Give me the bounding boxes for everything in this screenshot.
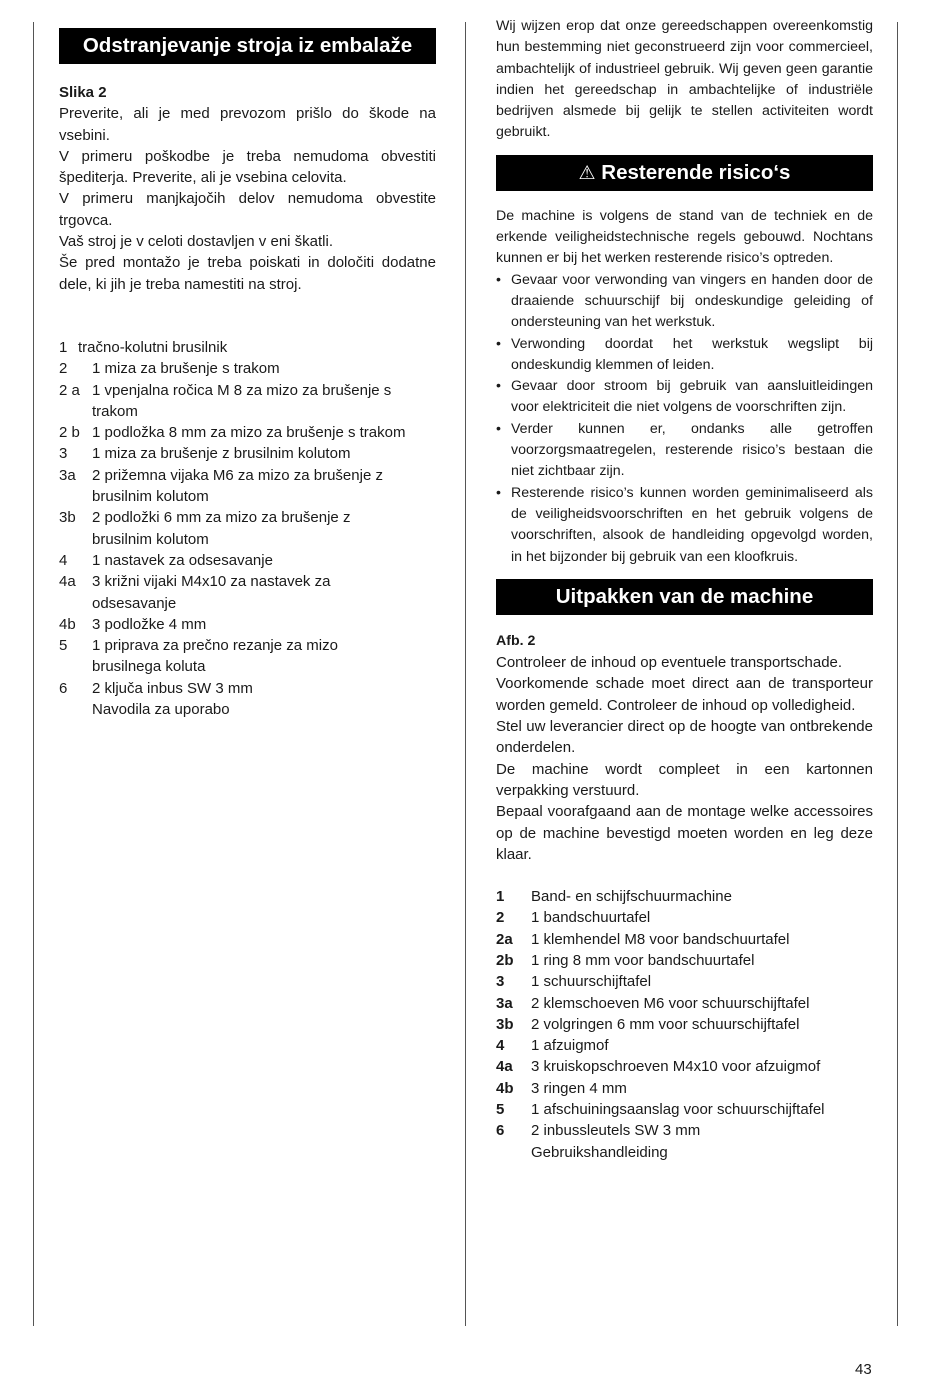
bullet-icon: • bbox=[496, 378, 501, 395]
risk-intro: De machine is volgens de stand van de techniek en de erkende veiligheidstechnische regels gebouwd. Nochtans kunnen er bij het werken resterende risico’s optreden. bbox=[496, 207, 873, 267]
paragraph: V primeru manjkajočih delov nemudoma obvestite trgovca. bbox=[59, 190, 436, 229]
paragraph: De machine wordt compleet in een kartonnen verpakking verstuurd. bbox=[496, 760, 873, 799]
list-item: 3 1 schuurschijftafel bbox=[496, 973, 652, 991]
list-item: 3b 2 volgringen 6 mm voor schuurschijftafel bbox=[496, 1015, 800, 1033]
warning-triangle-icon: ⚠ bbox=[578, 162, 596, 184]
list-item: 3b 2 podložki 6 mm za mizo za brušenje z brusilnim kolutom bbox=[59, 509, 351, 548]
list-item: • Gevaar door stroom bij gebruik van aansluitleidingen voor elektriciteit die niet volgens de voorschriften zijn. bbox=[496, 376, 873, 419]
center-column-rule bbox=[465, 22, 466, 1326]
figure-label: Afb. 2 bbox=[496, 632, 536, 649]
left-margin-rule bbox=[33, 22, 34, 1326]
list-item: • Resterende risico’s kunnen worden geminimaliseerd als de veiligheidsvoorschriften en het gebruik volgens de voorschriften, alsook de handleiding opgevolgd worden, in het bijzonder bij gebruik van een kloofkruis. bbox=[496, 483, 873, 568]
list-item: 2 a 1 vpenjalna ročica M 8 za mizo za brušenje s trakom bbox=[59, 381, 392, 420]
heading-text: Resterende risico‘s bbox=[601, 160, 791, 184]
list-item: 4 1 nastavek za odsesavanje bbox=[59, 551, 273, 569]
list-item: • Verder kunnen er, ondanks alle getroffen voorzorgsmaatregelen, resterende risico’s bestaan die niet zichtbaar zijn. bbox=[496, 419, 873, 483]
list-item: 2 1 bandschuurtafel bbox=[496, 909, 651, 927]
list-item: 4a 3 kruiskopschroeven M4x10 voor afzuigmof bbox=[496, 1058, 821, 1076]
risk-bullet-list bbox=[496, 270, 873, 568]
list-item: 2a 1 klemhendel M8 voor bandschuurtafel bbox=[496, 930, 790, 948]
list-item: 2 1 miza za brušenje s trakom bbox=[59, 360, 280, 378]
paragraph: Vaš stroj je v celoti dostavljen v eni škatli. bbox=[59, 233, 334, 251]
list-item: 4 1 afzuigmof bbox=[496, 1037, 609, 1055]
paragraph: Controleer de inhoud op eventuele transportschade. bbox=[496, 654, 843, 672]
list-item: 3a 2 klemschoeven M6 voor schuurschijftafel bbox=[496, 994, 810, 1012]
paragraph: Bepaal voorafgaand aan de montage welke accessoires op de machine bevestigd moeten worden en leg deze klaar. bbox=[496, 803, 873, 863]
bullet-icon: • bbox=[496, 271, 501, 288]
section-heading-residual-risks bbox=[496, 155, 873, 191]
page-number: 43 bbox=[855, 1361, 872, 1378]
paragraph: Stel uw leverancier direct op de hoogte van ontbrekende onderdelen. bbox=[496, 718, 873, 757]
list-item: 3a 2 prižemna vijaka M6 za mizo za brušenje z brusilnim kolutom bbox=[59, 466, 383, 506]
bullet-icon: • bbox=[496, 335, 501, 352]
list-item: 1 Band- en schijfschuurmachine bbox=[496, 888, 732, 906]
paragraph: Še pred montažo je treba poiskati in določiti dodatne dele, ki jih je treba namestiti na stroj. bbox=[59, 254, 436, 293]
list-item: • Gevaar voor verwonding van vingers en handen door de draaiende schuurschijf bij ondeskundige geleiding of ondersteuning van het werkstuk. bbox=[496, 270, 873, 334]
section-heading-unpacking-nl: Uitpakken van de machine bbox=[496, 579, 873, 615]
paragraph: Preverite, ali je med prevozom prišlo do škode na vsebini. bbox=[59, 105, 436, 144]
list-item: 5 1 priprava za prečno rezanje za mizo brusilnega koluta bbox=[59, 637, 338, 676]
list-item: 2 b 1 podložka 8 mm za mizo za brušenje s trakom bbox=[59, 424, 406, 442]
list-item: 3 1 miza za brušenje z brusilnim kolutom bbox=[59, 445, 351, 463]
list-item: • Verwonding doordat het werkstuk wegslipt bij ondeskundig klemmen of leiden. bbox=[496, 334, 873, 377]
list-item: Gebruikshandleiding bbox=[531, 1143, 668, 1161]
bullet-icon: • bbox=[496, 420, 501, 437]
list-item: Navodila za uporabo bbox=[92, 701, 230, 719]
list-item: 2b 1 ring 8 mm voor bandschuurtafel bbox=[496, 951, 755, 969]
list-item: 4a 3 križni vijaki M4x10 za nastavek za odsesavanje bbox=[59, 573, 331, 612]
section-heading-unpacking-sl: Odstranjevanje stroja iz embalaže bbox=[59, 28, 436, 64]
paragraph: Voorkomende schade moet direct aan de transporteur worden gemeld. Controleer de inhoud op volledigheid. bbox=[496, 675, 873, 714]
list-item: 6 2 inbussleutels SW 3 mm bbox=[496, 1122, 701, 1140]
list-item: 4b 3 podložke 4 mm bbox=[59, 615, 207, 633]
right-margin-rule bbox=[897, 22, 898, 1326]
bullet-icon: • bbox=[496, 484, 501, 501]
figure-label: Slika 2 bbox=[59, 84, 107, 101]
parts-list bbox=[496, 886, 873, 1163]
left-column bbox=[59, 28, 436, 720]
right-column bbox=[496, 16, 873, 1163]
paragraph: V primeru poškodbe je treba nemudoma obvestiti špediterja. Preverite, ali je vsebina celovita. bbox=[59, 147, 436, 187]
intro-paragraph: Wij wijzen erop dat onze gereedschappen overeenkomstig hun bestemming niet geconstrueerd zijn voor commercieel, ambachtelijk of industrieel gebruik. Wij geven geen garantie indien het gereedschap in ambachtelijke of industriële bedrijven alsmede bij gelijk te stellen activiteiten wordt gebruikt. bbox=[496, 18, 873, 141]
list-item: 1 tračno-kolutni brusilnik bbox=[59, 338, 228, 356]
list-item: 5 1 afschuiningsaanslag voor schuurschijftafel bbox=[496, 1101, 825, 1119]
list-item: 6 2 ključa inbus SW 3 mm bbox=[59, 679, 253, 697]
parts-list bbox=[59, 337, 436, 720]
list-item: 4b 3 ringen 4 mm bbox=[496, 1079, 627, 1097]
